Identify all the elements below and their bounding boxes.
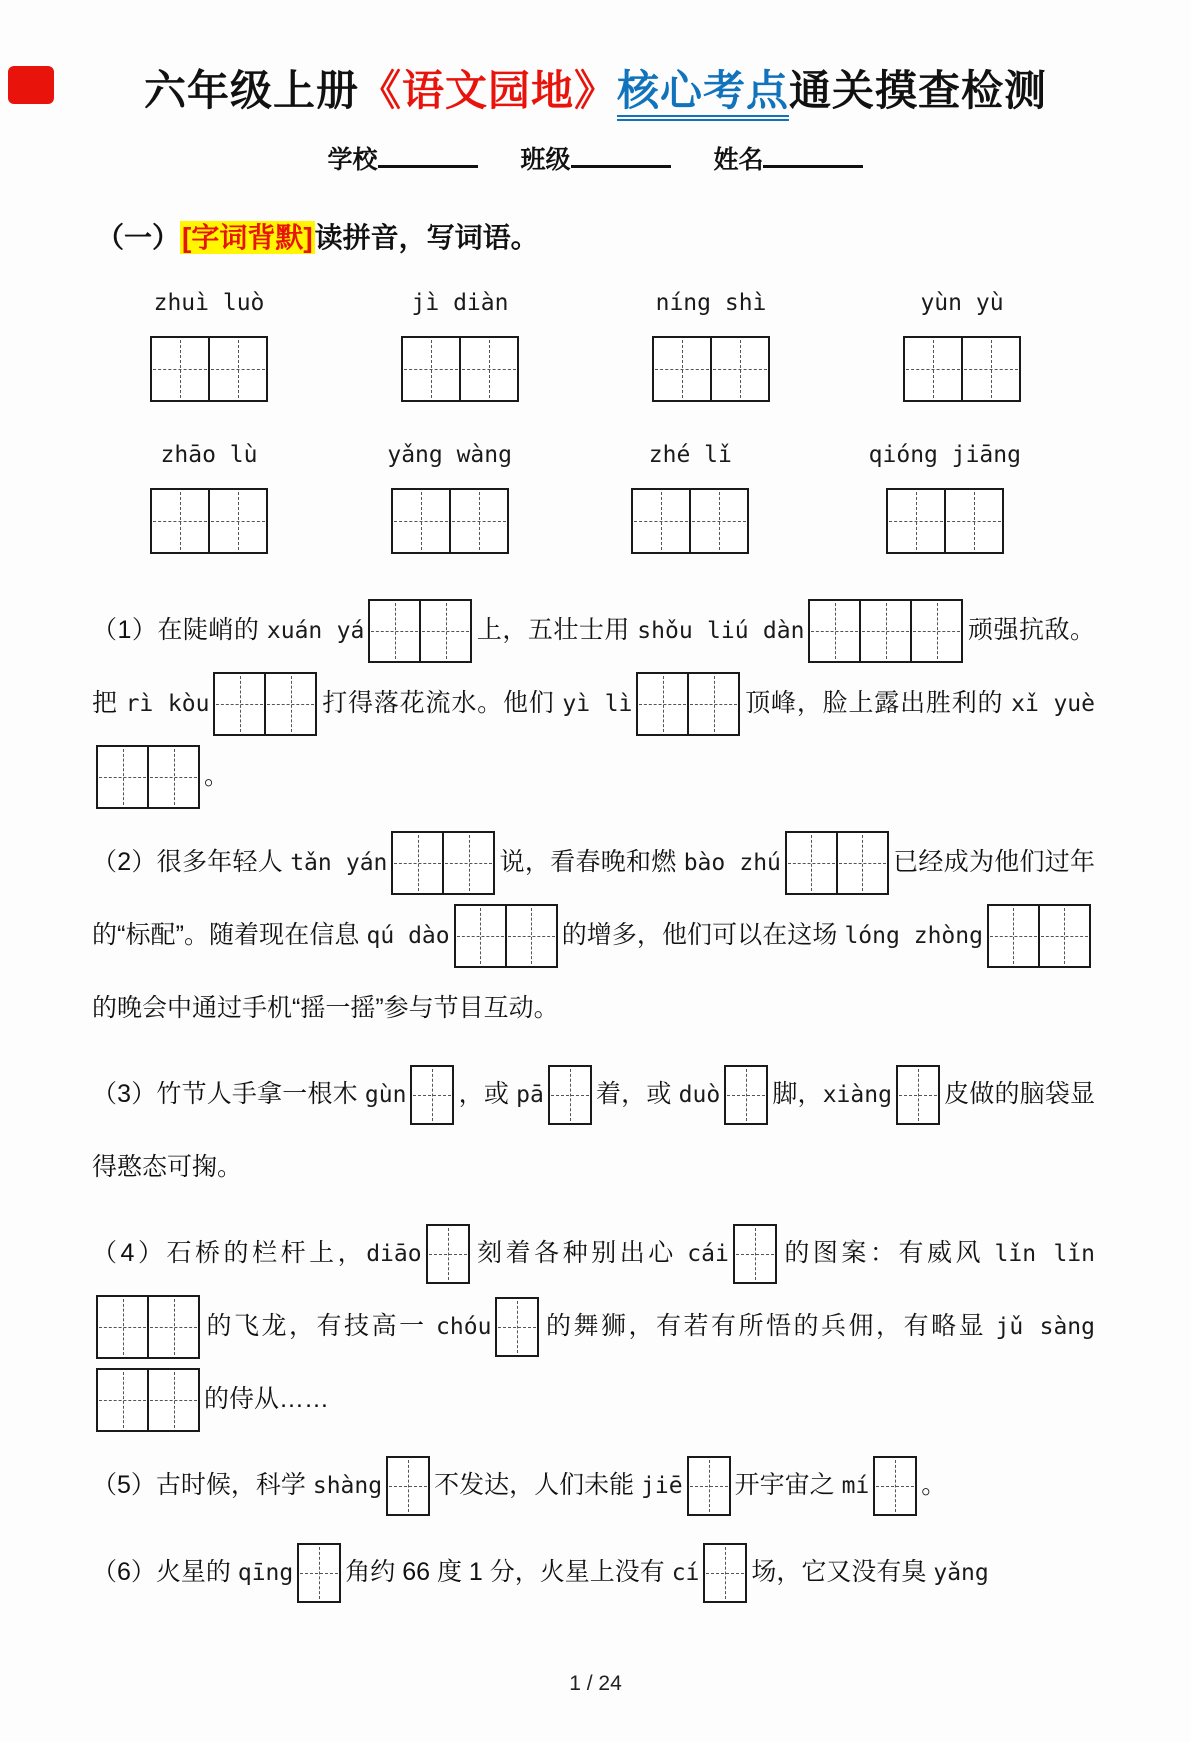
writing-cell — [264, 674, 315, 734]
writing-cell — [428, 1226, 468, 1282]
chinese-text: 的晚会中通过手机“摇一摇”参与节目互动。 — [92, 994, 559, 1022]
writing-box[interactable] — [987, 904, 1091, 968]
chinese-text: 的飞龙，有技高一 — [204, 1312, 437, 1340]
writing-box[interactable] — [631, 488, 749, 554]
pinyin-label: zhāo lù — [160, 442, 258, 468]
pinyin-word-grid — [150, 290, 1021, 554]
writing-box[interactable] — [687, 1456, 731, 1516]
writing-cell — [412, 1067, 452, 1123]
pinyin-text: chóu — [436, 1314, 492, 1340]
writing-box[interactable] — [297, 1543, 341, 1603]
pinyin-row — [150, 442, 1021, 554]
writing-cell — [505, 906, 556, 966]
pinyin-text: qīng — [237, 1560, 294, 1586]
writing-cell — [215, 674, 264, 734]
pinyin-text: shàng — [312, 1473, 383, 1499]
writing-box[interactable] — [96, 745, 200, 809]
question-paragraph — [92, 1536, 1095, 1609]
writing-cell — [689, 1458, 729, 1514]
writing-box[interactable] — [886, 488, 1004, 554]
school-field — [328, 140, 478, 176]
writing-cell — [654, 338, 710, 400]
pinyin-item — [401, 290, 519, 402]
chinese-text: 刻着各种别出心 — [473, 1239, 688, 1267]
writing-cell — [393, 833, 442, 893]
writing-box[interactable] — [96, 1295, 200, 1359]
chinese-text: 皮做的脑袋显得憨态可掬。 — [92, 1080, 1095, 1181]
question-paragraph — [92, 594, 1095, 812]
writing-cell — [98, 1297, 147, 1357]
worksheet-page — [0, 58, 1191, 1742]
pinyin-item — [631, 442, 749, 554]
writing-cell — [710, 338, 768, 400]
pinyin-item — [903, 290, 1021, 402]
writing-cell — [905, 338, 961, 400]
writing-box[interactable] — [703, 1543, 747, 1603]
pinyin-text: jiē — [641, 1473, 683, 1499]
writing-cell — [147, 1297, 198, 1357]
writing-cell — [98, 747, 147, 807]
writing-cell — [859, 601, 910, 661]
question-paragraph — [92, 1217, 1095, 1435]
chinese-text: 顽强抗敌。把 — [92, 616, 1095, 717]
class-field — [520, 140, 670, 176]
pinyin-text: rì kòu — [125, 691, 210, 717]
writing-box[interactable] — [495, 1297, 539, 1357]
writing-cell — [705, 1545, 745, 1601]
section-instruction: 读拼音，写词语。 — [314, 222, 539, 253]
pinyin-text: bào zhú — [683, 850, 781, 876]
pinyin-text: lóng zhòng — [844, 923, 983, 949]
chinese-text: 的增多，他们可以在这场 — [561, 921, 845, 949]
question-paragraph — [92, 1449, 1095, 1522]
section-heading — [96, 216, 1191, 256]
writing-cell — [898, 1067, 938, 1123]
chinese-text: ，或 — [458, 1080, 517, 1108]
identity-row — [0, 140, 1191, 176]
name-label: 姓名 — [713, 146, 764, 174]
writing-cell — [735, 1226, 775, 1282]
question-paragraph — [92, 826, 1095, 1044]
pinyin-text: shǒu liú dàn — [637, 618, 805, 644]
chinese-text: 角约 66 度 1 分，火星上没有 — [345, 1558, 672, 1586]
writing-cell — [370, 601, 419, 661]
writing-box[interactable] — [368, 599, 472, 663]
writing-cell — [989, 906, 1038, 966]
writing-cell — [98, 1370, 147, 1430]
chinese-text: 。 — [204, 762, 230, 790]
chinese-text: 的图案：有威风 — [780, 1239, 995, 1267]
pinyin-text: gùn — [364, 1082, 407, 1108]
writing-cell — [147, 1370, 198, 1430]
title-part-keypoints: 核心考点 — [617, 67, 789, 121]
writing-cell — [208, 338, 266, 400]
pinyin-text: duò — [678, 1082, 721, 1108]
pinyin-text: qú dào — [366, 923, 450, 949]
name-blank[interactable] — [763, 141, 863, 168]
name-field — [713, 140, 863, 176]
writing-box[interactable] — [733, 1224, 777, 1284]
writing-cell — [633, 490, 689, 552]
writing-box[interactable] — [391, 831, 495, 895]
writing-cell — [152, 490, 208, 552]
writing-box[interactable] — [150, 336, 268, 402]
writing-box[interactable] — [426, 1224, 470, 1284]
pinyin-text: xǐ yuè — [1011, 691, 1095, 717]
writing-cell — [944, 490, 1002, 552]
chinese-text: 打得落花流水。他们 — [321, 689, 563, 717]
writing-cell — [497, 1299, 537, 1355]
pinyin-text: mí — [841, 1473, 870, 1499]
writing-cell — [459, 338, 517, 400]
title-part-book: 《语文园地》 — [358, 67, 617, 114]
chinese-text: （1）在陡峭的 — [92, 616, 267, 644]
chinese-text: 不发达，人们未能 — [434, 1471, 642, 1499]
pinyin-item — [387, 442, 512, 554]
writing-cell — [147, 747, 198, 807]
pinyin-text: diāo — [366, 1241, 422, 1267]
question-paragraph — [92, 1058, 1095, 1203]
chinese-text: （3）竹节人手拿一根木 — [92, 1080, 365, 1108]
writing-cell — [419, 601, 470, 661]
writing-cell — [687, 674, 738, 734]
school-blank[interactable] — [378, 141, 478, 168]
pinyin-text: yì lì — [562, 691, 633, 717]
writing-box[interactable] — [401, 336, 519, 402]
chinese-text: （5）古时候，科学 — [92, 1471, 313, 1499]
pinyin-item — [150, 442, 268, 554]
writing-box[interactable] — [410, 1065, 454, 1125]
writing-cell — [910, 601, 961, 661]
pinyin-label: qióng jiāng — [868, 442, 1021, 468]
writing-cell — [836, 833, 887, 893]
writing-cell — [403, 338, 459, 400]
writing-cell — [442, 833, 493, 893]
writing-cell — [208, 490, 266, 552]
chinese-text: 说，看春晚和燃 — [499, 848, 684, 876]
pinyin-row — [150, 290, 1021, 402]
pinyin-text: tǎn yán — [290, 850, 388, 876]
title-part-test: 通关摸查检测 — [789, 67, 1048, 114]
chinese-text: 着，或 — [595, 1080, 679, 1108]
page-title — [0, 58, 1191, 118]
writing-box[interactable] — [785, 831, 889, 895]
chinese-text: 顶峰，脸上露出胜利的 — [744, 689, 1012, 717]
pinyin-text: yǎng — [933, 1560, 989, 1586]
writing-box[interactable] — [454, 904, 558, 968]
pinyin-text: cái — [687, 1241, 729, 1267]
writing-box[interactable] — [724, 1065, 768, 1125]
writing-box[interactable] — [903, 336, 1021, 402]
writing-cell — [393, 490, 449, 552]
writing-cell — [550, 1067, 590, 1123]
pinyin-text: lǐn lǐn — [994, 1241, 1095, 1267]
writing-cell — [638, 674, 687, 734]
writing-box[interactable] — [391, 488, 509, 554]
pinyin-item — [652, 290, 770, 402]
chinese-text: 的侍从…… — [204, 1385, 330, 1413]
section-number: （一） — [96, 222, 181, 253]
writing-box[interactable] — [652, 336, 770, 402]
class-label: 班级 — [520, 146, 571, 174]
writing-box[interactable] — [213, 672, 317, 736]
writing-cell — [726, 1067, 766, 1123]
pinyin-item — [869, 442, 1021, 554]
chinese-text: （2）很多年轻人 — [92, 848, 291, 876]
writing-box[interactable] — [808, 599, 963, 663]
question-paragraphs — [92, 594, 1095, 1609]
school-label: 学校 — [327, 146, 378, 174]
writing-box[interactable] — [150, 488, 268, 554]
writing-cell — [1038, 906, 1089, 966]
pinyin-label: zhuì luò — [153, 290, 265, 316]
pinyin-text: xuán yá — [266, 618, 365, 644]
writing-cell — [875, 1458, 915, 1514]
page-number: 1 / 24 — [569, 1672, 622, 1695]
writing-cell — [388, 1458, 428, 1514]
pinyin-text: xiàng — [822, 1082, 892, 1108]
pinyin-text: pā — [516, 1082, 544, 1108]
chinese-text: （6）火星的 — [92, 1558, 238, 1586]
writing-box[interactable] — [873, 1456, 917, 1516]
writing-box[interactable] — [548, 1065, 592, 1125]
writing-cell — [787, 833, 836, 893]
chinese-text: 的舞狮，有若有所悟的兵佣，有略显 — [543, 1312, 996, 1340]
writing-cell — [888, 490, 944, 552]
writing-cell — [961, 338, 1019, 400]
pinyin-label: yùn yù — [920, 290, 1004, 316]
chinese-text: 。 — [921, 1471, 947, 1499]
writing-box[interactable] — [636, 672, 740, 736]
pinyin-label: níng shì — [655, 290, 767, 316]
chinese-text: 已经成为他们过年的“标配”。随着现在信息 — [92, 848, 1095, 949]
chinese-text: （4）石桥的栏杆上， — [92, 1239, 367, 1267]
chinese-text: 上，五壮士用 — [476, 616, 638, 644]
corner-mark — [8, 66, 54, 104]
chinese-text: 脚， — [772, 1080, 823, 1108]
writing-cell — [689, 490, 747, 552]
chinese-text: 开宇宙之 — [734, 1471, 842, 1499]
title-part-grade: 六年级上册 — [143, 67, 359, 114]
writing-cell — [456, 906, 505, 966]
writing-box[interactable] — [896, 1065, 940, 1125]
chinese-text: 场，它又没有臭 — [751, 1558, 934, 1586]
writing-box[interactable] — [96, 1368, 200, 1432]
writing-box[interactable] — [386, 1456, 430, 1516]
section-tag: [字词背默] — [182, 222, 313, 253]
writing-cell — [810, 601, 859, 661]
pinyin-item — [150, 290, 268, 402]
pinyin-label: zhé lǐ — [648, 442, 732, 468]
writing-cell — [299, 1545, 339, 1601]
pinyin-label: jì diàn — [411, 290, 509, 316]
class-blank[interactable] — [571, 141, 671, 168]
writing-cell — [152, 338, 208, 400]
pinyin-text: jǔ sàng — [995, 1314, 1096, 1340]
pinyin-label: yǎng wàng — [387, 442, 512, 468]
writing-cell — [449, 490, 507, 552]
pinyin-text: cí — [671, 1560, 700, 1586]
